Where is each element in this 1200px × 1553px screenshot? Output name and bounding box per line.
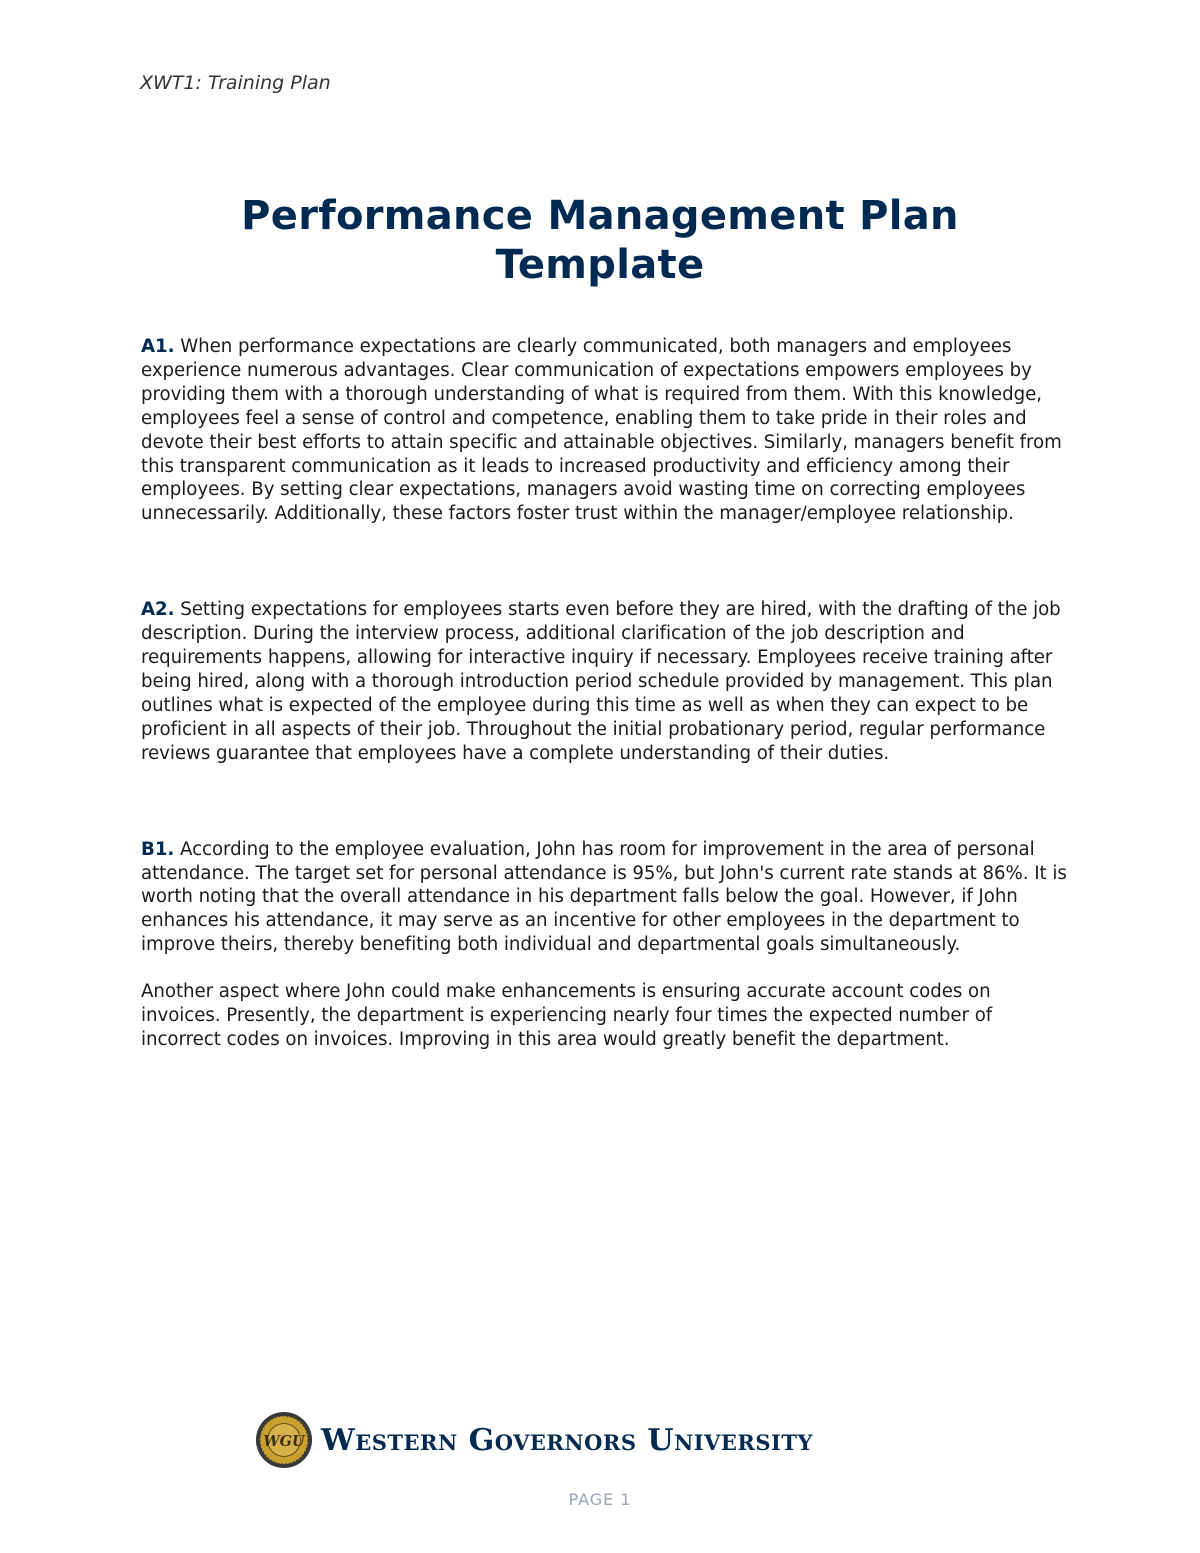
page-header: XWT1: Training Plan <box>140 72 331 94</box>
page-number: PAGE 1 <box>568 1490 632 1509</box>
title-line-1: Performance Management Plan <box>241 193 959 239</box>
section-text: According to the employee evaluation, John has room for improvement in the area of personal attendance. The target set for personal attendance is 95%, but John's current rate stands at 86%. It is worth noting that the overall attendance in his department falls below the goal. However, if John enhances his attendance, it may serve as an incentive for other employees in the department to improve theirs, thereby benefiting both individual and departmental goals simultaneously. <box>141 838 1067 956</box>
section-tag: B1. <box>141 838 175 860</box>
logo-wordmark: Western Governors University <box>321 1422 813 1458</box>
section-text: When performance expectations are clearly communicated, both managers and employees experience numerous advantages. Clear communication of expectations empowers employees by providing them with a thorough understanding of what is required from them. With this knowledge, employees feel a sense of control and competence, enabling them to take pride in their roles and devote their best efforts to attain specific and attainable objectives. Similarly, managers benefit from this transparent communication as it leads to increased productivity and efficiency among their employees. By setting clear expectations, managers avoid wasting time on correcting employees unnecessarily. Additionally, these factors foster trust within the manager/employee relationship. <box>141 336 1062 525</box>
section-a2 <box>141 598 1071 765</box>
university-logo <box>255 1410 813 1470</box>
section-tag: A2. <box>141 599 175 621</box>
section-b1 <box>141 838 1071 958</box>
page-title <box>100 192 1100 290</box>
document-body <box>141 335 1071 1052</box>
section-b1-continued <box>141 980 1071 1052</box>
section-text: Setting expectations for employees starts even before they are hired, with the drafting of the job description. During the interview process, additional clarification of the job description and requirements happens, allowing for interactive inquiry if necessary. Employees receive training after being hired, along with a thorough introduction period schedule provided by management. This plan outlines what is expected of the employee during this time as well as when they can expect to be proficient in all aspects of their job. Throughout the initial probationary period, regular performance reviews guarantee that employees have a complete understanding of their duties. <box>141 599 1061 764</box>
section-tag: A1. <box>141 336 175 357</box>
section-text: Another aspect where John could make enhancements is ensuring accurate account codes on invoices. Presently, the department is experiencing nearly four times the expected number of incorrect codes on invoices. Improving in this area would greatly benefit the department. <box>141 981 993 1050</box>
svg-text:WGU: WGU <box>263 1432 305 1450</box>
title-line-2: Template <box>495 242 705 288</box>
section-a1 <box>141 335 1071 526</box>
wgu-seal-icon <box>255 1411 313 1469</box>
